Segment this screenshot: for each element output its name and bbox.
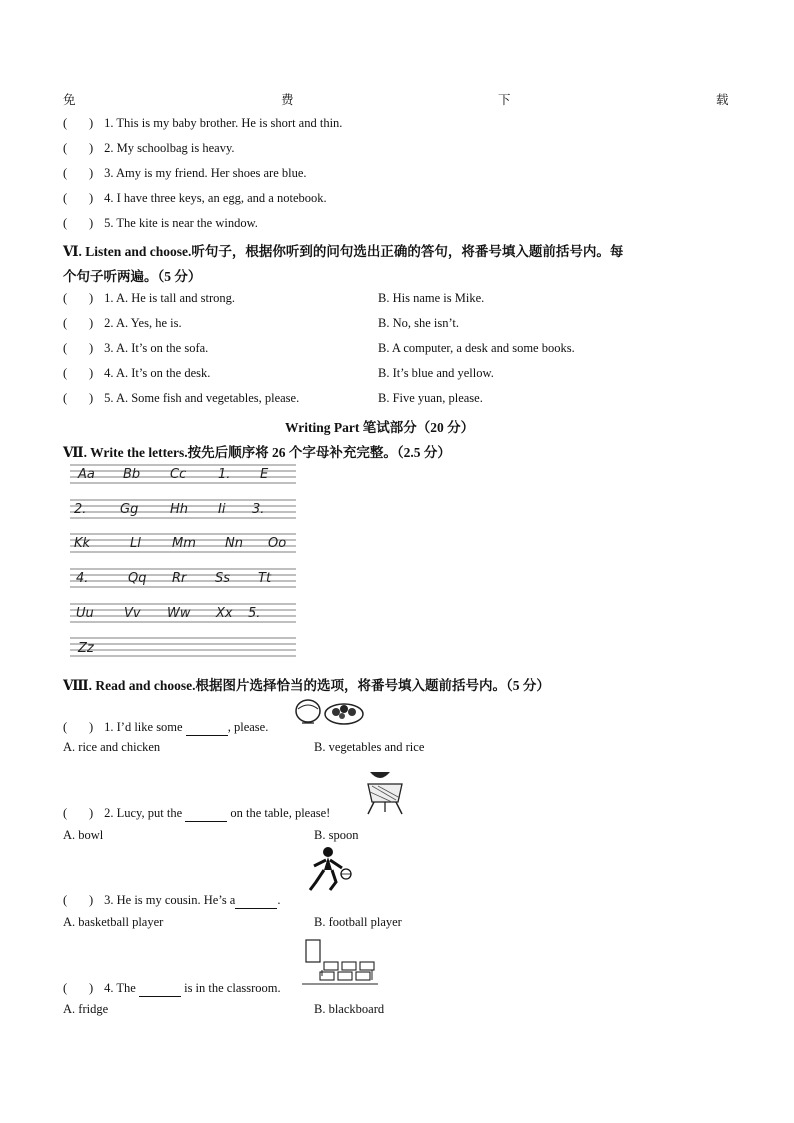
option-a: A. Yes, he is. bbox=[115, 316, 182, 330]
sec7-title: Ⅶ. Write the letters.按先后顺序将 26 个字母补充完整。（2.5 分） bbox=[63, 445, 451, 460]
sec8-title: Ⅷ. Read and choose.根据图片选择恰当的选项，将番号填入题前括号内。（5 分） bbox=[63, 678, 550, 693]
option-a: A. Some fish and vegetables, please. bbox=[115, 391, 300, 405]
letter-cell: Ll bbox=[130, 536, 141, 551]
option-b: B. It’s blue and yellow. bbox=[378, 366, 494, 380]
letter-cell: E bbox=[260, 467, 269, 482]
answer-bracket[interactable]: ( ) bbox=[63, 291, 94, 305]
answer-bracket[interactable]: ( ) bbox=[63, 391, 94, 405]
blank-number[interactable]: 4. bbox=[76, 571, 89, 586]
item-text: I’d like some bbox=[116, 720, 183, 734]
option-a: A. fridge bbox=[63, 1002, 109, 1016]
letter-cell: Aa bbox=[78, 467, 95, 482]
item-text: . bbox=[277, 893, 281, 907]
sec5-item-1 bbox=[63, 116, 342, 131]
item-number: 3. bbox=[104, 166, 114, 180]
blank-number[interactable]: 3. bbox=[252, 502, 265, 517]
option-a: A. It’s on the sofa. bbox=[115, 341, 209, 355]
option-a: A. rice and chicken bbox=[63, 740, 161, 754]
header-char-4: 载 bbox=[716, 93, 729, 107]
rice-and-vegetables-icon bbox=[292, 697, 364, 731]
blank-number[interactable]: 5. bbox=[248, 606, 261, 621]
answer-bracket[interactable]: ( ) bbox=[63, 116, 94, 130]
answer-bracket[interactable]: ( ) bbox=[63, 341, 94, 355]
basketball-player-icon bbox=[298, 846, 358, 894]
writing-part-heading: Writing Part 笔试部分（20 分） bbox=[285, 420, 475, 435]
item-number: 4. bbox=[104, 366, 114, 380]
option-b: B. Five yuan, please. bbox=[378, 391, 483, 405]
letter-cell: Mm bbox=[172, 536, 196, 551]
sec8-item-1 bbox=[63, 720, 268, 736]
item-text: Amy is my friend. Her shoes are blue. bbox=[115, 166, 307, 180]
letter-cell: Ww bbox=[167, 606, 191, 621]
sec6-item-4 bbox=[63, 366, 210, 381]
header-char-3: 下 bbox=[498, 93, 511, 107]
item-number: 4. bbox=[104, 191, 114, 205]
letter-cell: Kk bbox=[74, 536, 91, 551]
letter-cell: Vv bbox=[124, 606, 141, 621]
option-a: A. bowl bbox=[63, 828, 104, 842]
option-b: B. No, she isn’t. bbox=[378, 316, 460, 330]
option-b: B. vegetables and rice bbox=[314, 740, 425, 754]
item-text: I have three keys, an egg, and a notebook. bbox=[116, 191, 327, 205]
option-b: B. His name is Mike. bbox=[378, 291, 485, 305]
answer-bracket[interactable]: ( ) bbox=[63, 166, 94, 180]
header-char-2: 费 bbox=[281, 93, 294, 107]
answer-bracket[interactable]: ( ) bbox=[63, 806, 94, 820]
answer-bracket[interactable]: ( ) bbox=[63, 366, 94, 380]
letter-cell: Xx bbox=[216, 606, 233, 621]
sec6-item-5 bbox=[63, 391, 299, 406]
item-number: 1. bbox=[104, 116, 114, 130]
letter-cell: Hh bbox=[170, 502, 189, 517]
item-text: The kite is near the window. bbox=[116, 216, 258, 230]
answer-bracket[interactable]: ( ) bbox=[63, 720, 94, 734]
item-text: is in the classroom. bbox=[180, 981, 281, 995]
option-a: A. It’s on the desk. bbox=[115, 366, 211, 380]
letter-cell: Qq bbox=[128, 571, 147, 586]
sec6-title-line1: Ⅵ. Listen and choose.听句子，根据你听到的问句选出正确的答句，将番号填入题前括号内。每 bbox=[63, 244, 624, 259]
item-text: on the table, please! bbox=[227, 806, 331, 820]
item-text: , please. bbox=[227, 720, 269, 734]
answer-bracket[interactable]: ( ) bbox=[63, 316, 94, 330]
option-b: B. blackboard bbox=[314, 1002, 385, 1016]
item-number: 3. bbox=[104, 893, 114, 907]
option-b: B. spoon bbox=[314, 828, 359, 842]
sec5-item-2 bbox=[63, 141, 235, 156]
item-number: 2. bbox=[104, 806, 114, 820]
item-number: 5. bbox=[104, 391, 114, 405]
sec8-item-4 bbox=[63, 981, 281, 997]
item-text: He is my cousin. He’s a bbox=[116, 893, 236, 907]
letter-cell: Gg bbox=[120, 502, 139, 517]
sec5-item-4 bbox=[63, 191, 327, 206]
letter-cell: Oo bbox=[268, 536, 287, 551]
blank-number[interactable]: 1. bbox=[218, 467, 231, 482]
letter-cell: Ii bbox=[218, 502, 226, 517]
item-number: 5. bbox=[104, 216, 114, 230]
fill-blank[interactable] bbox=[185, 806, 227, 822]
item-number: 2. bbox=[104, 141, 114, 155]
item-number: 3. bbox=[104, 341, 114, 355]
letter-cell: Bb bbox=[123, 467, 141, 482]
option-b: B. football player bbox=[314, 915, 402, 929]
header-char-1: 免 bbox=[63, 93, 76, 107]
sec6-item-2 bbox=[63, 316, 182, 331]
letter-cell: Uu bbox=[76, 606, 94, 621]
item-text: This is my baby brother. He is short and thin. bbox=[116, 116, 343, 130]
option-b: B. A computer, a desk and some books. bbox=[378, 341, 575, 355]
item-text: My schoolbag is heavy. bbox=[116, 141, 235, 155]
sec5-item-3 bbox=[63, 166, 307, 181]
writing-grid bbox=[70, 462, 300, 672]
option-a: A. He is tall and strong. bbox=[115, 291, 236, 305]
sec6-item-1 bbox=[63, 291, 235, 306]
item-number: 4. bbox=[104, 981, 114, 995]
item-text: The bbox=[116, 981, 136, 995]
sec8-item-2 bbox=[63, 806, 330, 822]
letter-cell: Nn bbox=[225, 536, 243, 551]
item-number: 2. bbox=[104, 316, 114, 330]
fill-blank[interactable] bbox=[235, 893, 277, 909]
item-number: 1. bbox=[104, 291, 114, 305]
answer-bracket[interactable]: ( ) bbox=[63, 216, 94, 230]
item-text: Lucy, put the bbox=[116, 806, 183, 820]
fill-blank[interactable] bbox=[186, 720, 228, 736]
letter-cell: Tt bbox=[258, 571, 272, 586]
bowl-on-table-icon bbox=[362, 762, 410, 816]
letter-cell: Ss bbox=[215, 571, 231, 586]
sec5-item-5 bbox=[63, 216, 258, 231]
answer-bracket[interactable]: ( ) bbox=[63, 981, 94, 995]
letter-cell: Zz bbox=[78, 641, 94, 656]
option-a: A. basketball player bbox=[63, 915, 164, 929]
sec8-item-3 bbox=[63, 893, 280, 909]
sec6-item-3 bbox=[63, 341, 208, 356]
classroom-desks-icon bbox=[302, 936, 380, 986]
fill-blank[interactable] bbox=[139, 981, 181, 997]
answer-bracket[interactable]: ( ) bbox=[63, 141, 94, 155]
answer-bracket[interactable]: ( ) bbox=[63, 191, 94, 205]
item-number: 1. bbox=[104, 720, 114, 734]
letter-cell: Rr bbox=[172, 571, 187, 586]
sec6-title-line2: 个句子听两遍。（5 分） bbox=[63, 269, 202, 284]
blank-number[interactable]: 2. bbox=[74, 502, 87, 517]
letter-cell: Cc bbox=[170, 467, 187, 482]
answer-bracket[interactable]: ( ) bbox=[63, 893, 94, 907]
